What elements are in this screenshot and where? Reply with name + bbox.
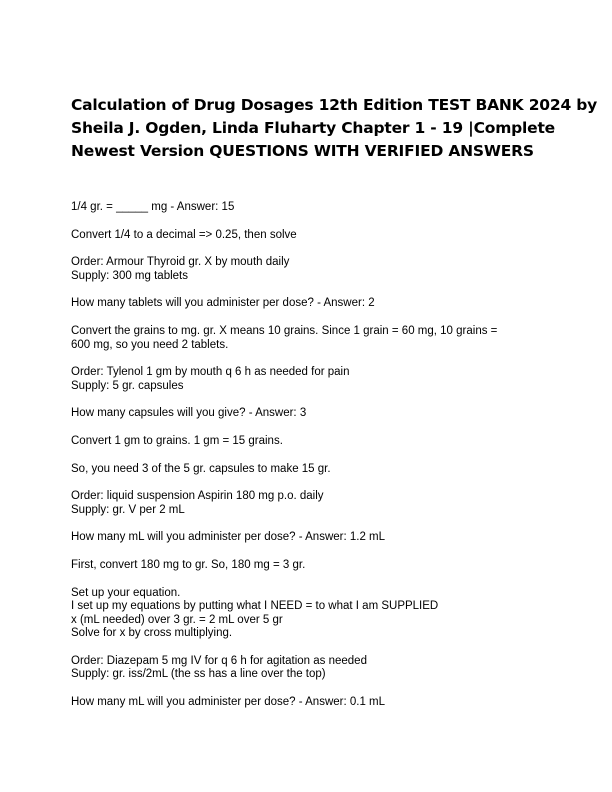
text-line: Set up your equation. [71, 586, 181, 599]
explanation-paragraph [71, 463, 541, 477]
text-line: Convert 1 gm to grains. 1 gm = 15 grains. [71, 434, 283, 447]
title-line: Newest Version QUESTIONS WITH VERIFIED ANSWERS [71, 142, 534, 160]
text-line: 600 mg, so you need 2 tablets. [71, 338, 229, 351]
order-paragraph [71, 490, 541, 517]
explanation-paragraph [71, 325, 541, 352]
text-line: Supply: gr. iss/2mL (the ss has a line over the top) [71, 668, 326, 681]
text-line: How many capsules will you give? - Answer: 3 [71, 407, 307, 420]
document-title [71, 94, 598, 163]
document-body [71, 201, 541, 724]
text-line: x (mL needed) over 3 gr. = 2 mL over 5 gr [71, 613, 283, 626]
order-paragraph [71, 366, 541, 393]
text-line: How many mL will you administer per dose? - Answer: 0.1 mL [71, 696, 386, 709]
explanation-paragraph [71, 229, 541, 243]
question-paragraph [71, 297, 541, 311]
text-line: Solve for x by cross multiplying. [71, 627, 233, 640]
text-line: Supply: gr. V per 2 mL [71, 503, 185, 516]
order-paragraph [71, 256, 541, 283]
text-line: Order: Tylenol 1 gm by mouth q 6 h as needed for pain [71, 366, 350, 379]
text-line: Supply: 5 gr. capsules [71, 379, 184, 392]
explanation-paragraph [71, 587, 541, 641]
answer-line [71, 201, 541, 215]
explanation-paragraph [71, 559, 541, 573]
text-line: First, convert 180 mg to gr. So, 180 mg = 3 gr. [71, 558, 306, 571]
title-line: Calculation of Drug Dosages 12th Edition TEST BANK 2024 by [71, 96, 598, 114]
text-line: 1/4 gr. = _____ mg - Answer: 15 [71, 201, 235, 213]
title-line: Sheila J. Ogden, Linda Fluharty Chapter 1 - 19 |Complete [71, 119, 555, 137]
text-line: Order: liquid suspension Aspirin 180 mg p.o. daily [71, 490, 324, 503]
question-paragraph [71, 696, 541, 710]
text-line: Convert the grains to mg. gr. X means 10 grains. Since 1 grain = 60 mg, 10 grains = [71, 324, 498, 337]
order-paragraph [71, 655, 541, 682]
explanation-paragraph [71, 435, 541, 449]
text-line: Order: Armour Thyroid gr. X by mouth daily [71, 256, 290, 269]
text-line: How many mL will you administer per dose? - Answer: 1.2 mL [71, 531, 386, 544]
question-paragraph [71, 407, 541, 421]
question-paragraph [71, 531, 541, 545]
text-line: So, you need 3 of the 5 gr. capsules to make 15 gr. [71, 462, 331, 475]
text-line: How many tablets will you administer per dose? - Answer: 2 [71, 297, 375, 310]
text-line: Order: Diazepam 5 mg IV for q 6 h for agitation as needed [71, 654, 367, 667]
text-line: I set up my equations by putting what I NEED = to what I am SUPPLIED [71, 600, 439, 613]
text-line: Convert 1/4 to a decimal => 0.25, then solve [71, 228, 297, 241]
text-line: Supply: 300 mg tablets [71, 269, 188, 282]
